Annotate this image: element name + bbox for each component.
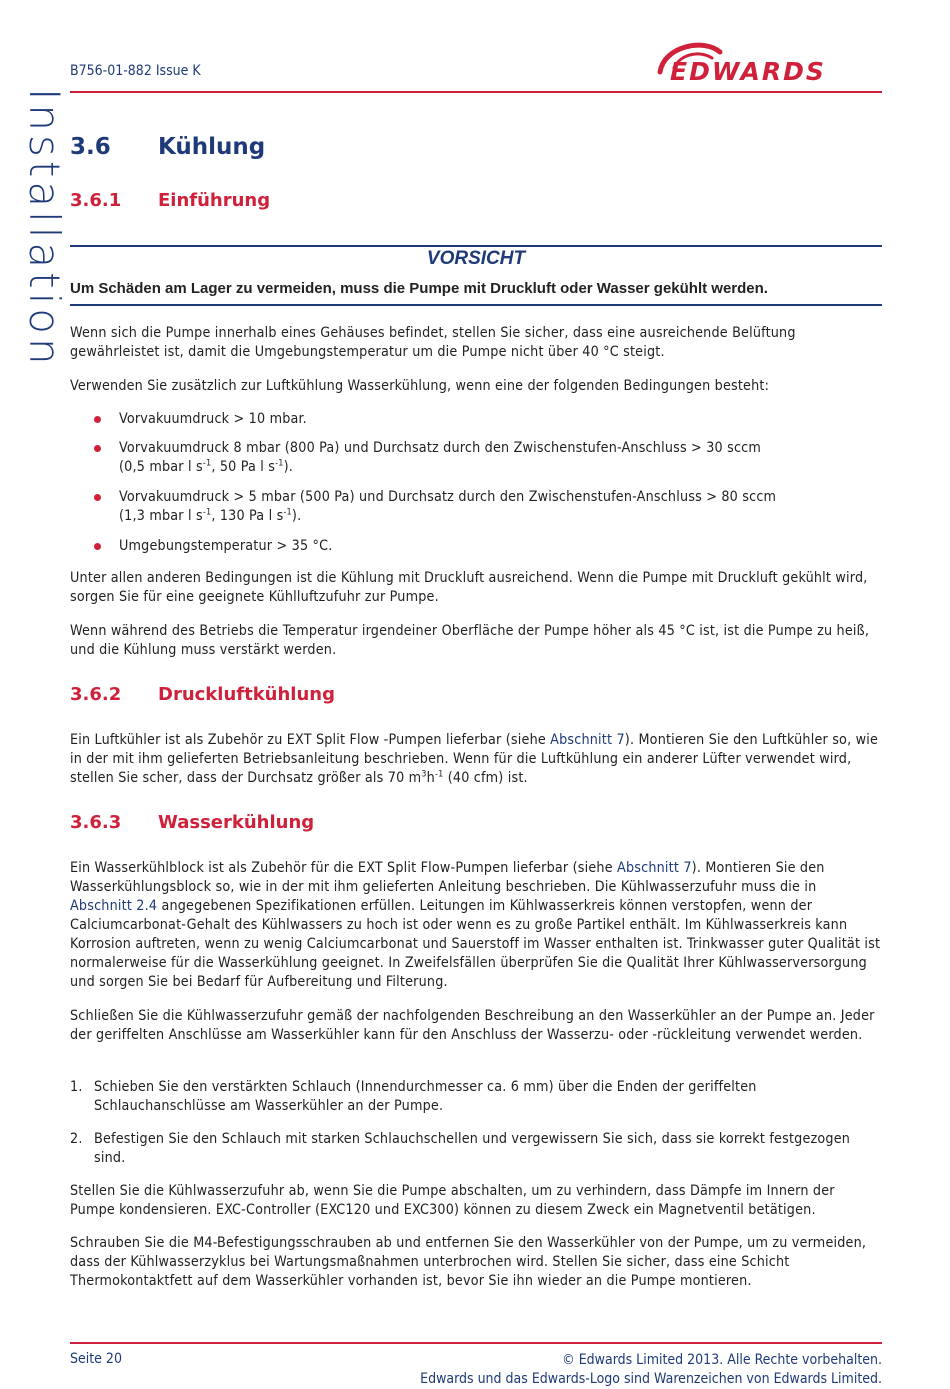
list-item: Umgebungstemperatur > 35 °C. bbox=[119, 537, 859, 556]
list-item: 1. Schieben Sie den verstärkten Schlauch (Innendurchmesser ca. 6 mm) über die Enden der geriffelten Schlauchanschlüsse am Wasserkühler an der Pumpe. bbox=[70, 1079, 757, 1114]
trademark: Edwards und das Edwards-Logo sind Warenzeichen von Edwards Limited. bbox=[420, 1371, 882, 1387]
section-link[interactable]: Abschnitt 2.4 bbox=[70, 898, 158, 914]
copyright: © Edwards Limited 2013. Alle Rechte vorbehalten. bbox=[562, 1352, 882, 1368]
edwards-logo bbox=[654, 38, 884, 86]
paragraph-compressed-air: Unter allen anderen Bedingungen ist die Kühlung mit Druckluft ausreichend. Wenn die Pumpe mit Druckluft gekühlt wird, sorgen Sie für eine geeignete Kühlluftzufuhr zur Pumpe. bbox=[70, 570, 868, 605]
subsection-heading-3-6-3: 3.6.3 Wasserkühlung bbox=[70, 812, 315, 833]
paragraph-connect-water: Schließen Sie die Kühlwasserzufuhr gemäß der nachfolgenden Beschreibung an den Wasserkühler an der Pumpe an. Jeder der geriffelten Anschlüsse am Wasserkühler kann für den Anschluss der Wasserzu- oder -rückleitung verwendet werden. bbox=[70, 1008, 875, 1043]
paragraph-temperature: Wenn während des Betriebs die Temperatur irgendeiner Oberfläche der Pumpe höher als 45 °C ist, ist die Pumpe zu heiß, und die Kühlung muss verstärkt werden. bbox=[70, 623, 870, 658]
bullet-icon bbox=[94, 494, 101, 501]
section-heading bbox=[70, 134, 265, 160]
side-tab-label: Installation bbox=[20, 88, 69, 369]
section-title: Kühlung bbox=[158, 134, 266, 160]
footer-legal bbox=[420, 1351, 882, 1389]
paragraph-water-block: Ein Wasserkühlblock ist als Zubehör für die EXT Split Flow-Pumpen lieferbar (siehe Abschnitt 7). Montieren Sie den Wasserkühlungsblock so, wie in der mit ihm gelieferten Anleitung beschrieben. Die Kühlwasserzufuhr muss die in Abschnitt 2.4 angegebenen Spezifikationen erfüllen. Leitungen im Kühlwasserkreis können verstopfen, wenn der Calciumcarbonat-Gehalt des Kühlwassers zu hoch ist oder wenn es zu große Partikel enthält. Im Kühlwasserkreis kann Korrosion auftreten, wenn zu wenig Calciumcarbonat und Sauerstoff im Wasser enthalten ist. Trinkwasser guter Qualität ist normalerweise für die Wasserkühlung geeignet. In Zweifelsfällen überprüfen Sie die Qualität Ihrer Kühlwasserversorgung und sorgen Sie bei Bedarf für Aufbereitung und Filterung. bbox=[70, 860, 881, 990]
paragraph-air-cooler: Ein Luftkühler ist als Zubehör zu EXT Split Flow -Pumpen lieferbar (siehe Abschnitt 7). Montieren Sie den Luftkühler so, wie in der mit ihm gelieferten Betriebsanleitung beschrieben. Wenn für die Luftkühlung ein anderer Lüfter verwendet wird, stellen Sie scher, dass der Durchsatz größer als 70 $m^3h^{-1}$ (40 cfm) ist. bbox=[70, 732, 879, 786]
section-number: 3.6 bbox=[70, 134, 111, 160]
bullet-icon bbox=[94, 445, 101, 452]
caution-text: Um Schäden am Lager zu vermeiden, muss die Pumpe mit Druckluft oder Wasser gekühlt werden. bbox=[70, 280, 768, 297]
paragraph-removal: Schrauben Sie die M4-Befestigungsschrauben ab und entfernen Sie den Wasserkühler von der Pumpe, um zu vermeiden, dass der Kühlwasserzyklus bei Wartungsmaßnahmen unterbrochen wird. Stellen Sie sicher, dass eine Schicht Thermokontaktfett auf dem Wasserkühler vorhanden ist, bevor Sie ihn wieder an die Pumpe montieren. bbox=[70, 1235, 867, 1289]
paragraph-shutoff: Stellen Sie die Kühlwasserzufuhr ab, wenn Sie die Pumpe abschalten, um zu verhindern, dass Dämpfe im Innern der Pumpe kondensieren. EXC-Controller (EXC120 und EXC300) können zu diesem Zweck ein Magnetventil betätigen. bbox=[70, 1183, 835, 1218]
list-item: Vorvakuumdruck 8 mbar (800 Pa) und Durchsatz durch den Zwischenstufen-Anschluss > 30 sccm (0,5 mbar l $s^{-1}$, 50 Pa l $s^{-1}$). bbox=[119, 439, 859, 477]
caution-bottom-rule bbox=[70, 304, 882, 306]
section-link[interactable]: Abschnitt 7 bbox=[550, 732, 625, 748]
document-reference: B756-01-882 Issue K bbox=[70, 63, 201, 79]
list-item: 2. Befestigen Sie den Schlauch mit starken Schlauchschellen und vergewissern Sie sich, dass sie korrekt festgezogen sind. bbox=[70, 1131, 851, 1166]
paragraph-enclosure: Wenn sich die Pumpe innerhalb eines Gehäuses befindet, stellen Sie sicher, dass eine ausreichende Belüftung gewährleistet ist, damit die Umgebungstemperatur um die Pumpe nicht über 40 °C steigt. bbox=[70, 325, 796, 360]
caution-title: VORSICHT bbox=[426, 248, 526, 269]
page-number: Seite 20 bbox=[70, 1351, 122, 1367]
paragraph-conditions-intro: Verwenden Sie zusätzlich zur Luftkühlung Wasserkühlung, wenn eine der folgenden Bedingungen besteht: bbox=[70, 378, 770, 394]
footer-rule bbox=[70, 1342, 882, 1344]
list-item: Vorvakuumdruck > 10 mbar. bbox=[119, 410, 859, 429]
bullet-icon bbox=[94, 416, 101, 423]
subsection-heading-3-6-2: 3.6.2 Druckluftkühlung bbox=[70, 684, 335, 705]
bullet-icon bbox=[94, 543, 101, 550]
logo-text: EDWARDS bbox=[670, 57, 826, 86]
header-rule bbox=[70, 91, 882, 93]
section-link[interactable]: Abschnitt 7 bbox=[617, 860, 692, 876]
caution-top-rule bbox=[70, 245, 882, 247]
subsection-heading-3-6-1: 3.6.1 Einführung bbox=[70, 190, 271, 211]
list-item: Vorvakuumdruck > 5 mbar (500 Pa) und Durchsatz durch den Zwischenstufen-Anschluss > 80 sccm (1,3 mbar l $s^{-1}$, 130 Pa l $s^{-1}$). bbox=[119, 488, 859, 526]
